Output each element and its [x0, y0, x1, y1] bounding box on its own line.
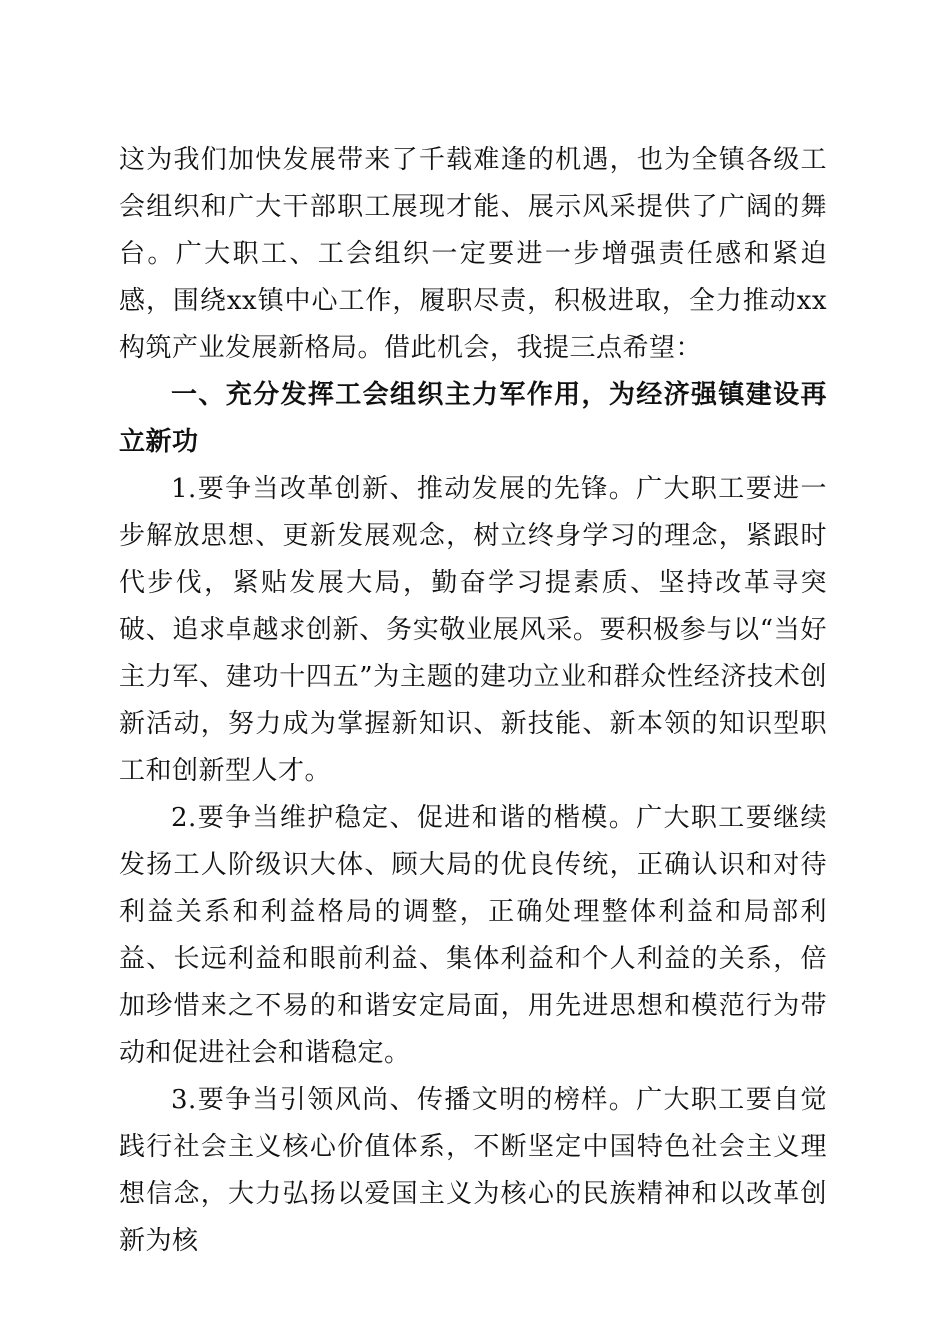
- intro-paragraph: 这为我们加快发展带来了千载难逢的机遇，也为全镇各级工会组织和广大干部职工展现才能、展示风采提供了广阔的舞台。广大职工、工会组织一定要进一步增强责任感和紧迫感，围绕xx镇中心工作，履职尽责，积极进取，全力推动xx构筑产业发展新格局。借此机会，我提三点希望：: [119, 145, 827, 363]
- point-2-paragraph: 2.要争当维护稳定、促进和谐的楷模。广大职工要继续发扬工人阶级识大体、顾大局的优良传统，正确认识和对待利益关系和利益格局的调整，正确处理整体利益和局部利益、长远利益和眼前利益、集体利益和个人利益的关系，倍加珍惜来之不易的和谐安定局面，用先进思想和模范行为带动和促进社会和谐稳定。: [119, 803, 827, 1068]
- point-3-paragraph: 3.要争当引领风尚、传播文明的榜样。广大职工要自觉践行社会主义核心价值体系，不断坚定中国特色社会主义理想信念，大力弘扬以爱国主义为核心的民族精神和以改革创新为核: [119, 1085, 827, 1256]
- document-body: [119, 137, 827, 1265]
- point-1-paragraph: 1.要争当改革创新、推动发展的先锋。广大职工要进一步解放思想、更新发展观念，树立终身学习的理念，紧跟时代步伐，紧贴发展大局，勤奋学习提素质、坚持改革寻突破、追求卓越求创新、务实敬业展风采。要积极参与以“当好主力军、建功十四五”为主题的建功立业和群众性经济技术创新活动，努力成为掌握新知识、新技能、新本领的知识型职工和创新型人才。: [119, 474, 827, 786]
- section-heading: 一、充分发挥工会组织主力军作用，为经济强镇建设再立新功: [119, 380, 827, 457]
